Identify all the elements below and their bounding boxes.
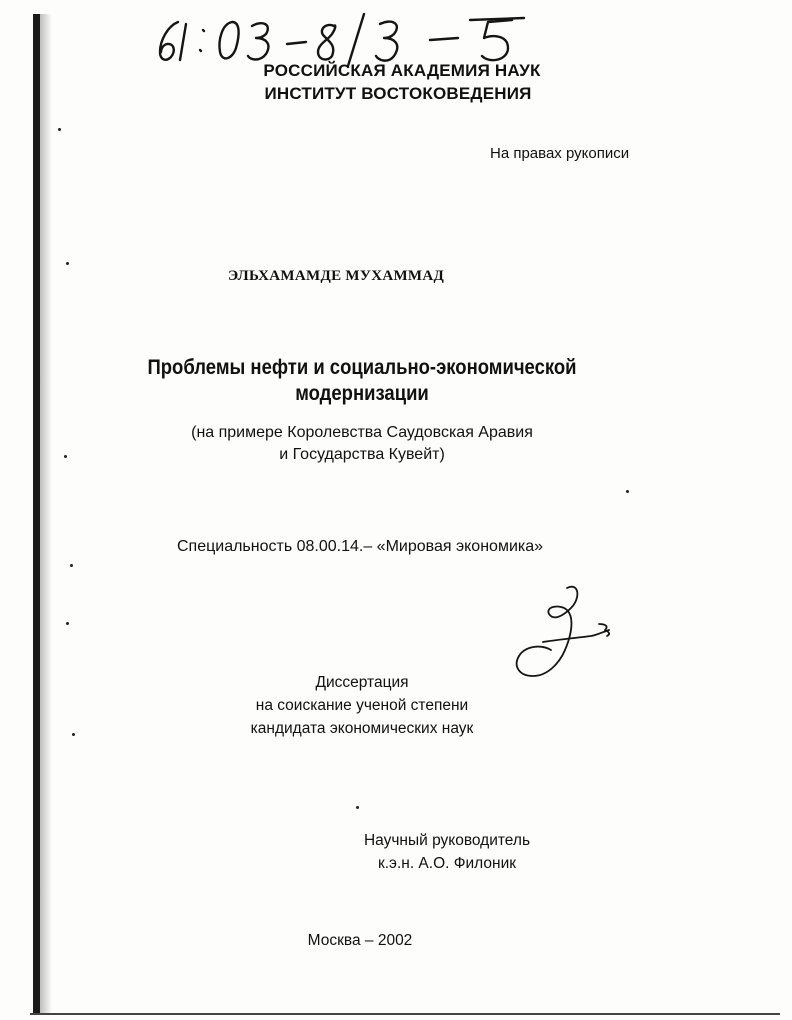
scan-binding-edge (33, 14, 40, 1014)
scan-speck (66, 262, 69, 265)
handwritten-signature (505, 580, 620, 685)
supervisor-name: к.э.н. А.О. Филоник (377, 855, 517, 872)
degree-line-1: Диссертация (315, 674, 409, 691)
scan-speck (356, 806, 359, 809)
institution-line-2: ИНСТИТУТ ВОСТОКОВЕДЕНИЯ (264, 84, 532, 103)
place-and-year: Москва – 2002 (307, 932, 413, 949)
thesis-subtitle-line-1: (на примере Королевства Саудовская Аравия (191, 424, 533, 441)
thesis-title-line-2: модернизации (295, 382, 429, 405)
author-name: ЭЛЬХАМАМДЕ МУХАММАД (228, 268, 445, 284)
degree-line-2: на соискание ученой степени (255, 697, 469, 714)
institution-line-1: РОССИЙСКАЯ АКАДЕМИЯ НАУК (263, 61, 541, 80)
thesis-title-line-1: Проблемы нефти и социально-экономической (147, 356, 577, 379)
rights-note: На правах рукописи (490, 145, 630, 162)
scan-speck (58, 128, 61, 131)
scan-bottom-edge (30, 1013, 780, 1015)
scan-speck (626, 490, 629, 493)
thesis-subtitle-line-2: и Государства Кувейт) (279, 446, 445, 463)
scan-speck (66, 622, 69, 625)
scan-speck (70, 564, 73, 567)
supervisor-role: Научный руководитель (363, 832, 531, 849)
degree-line-3: кандидата экономических наук (250, 720, 474, 737)
specialty: Специальность 08.00.14.– «Мировая экономика» (176, 538, 544, 555)
